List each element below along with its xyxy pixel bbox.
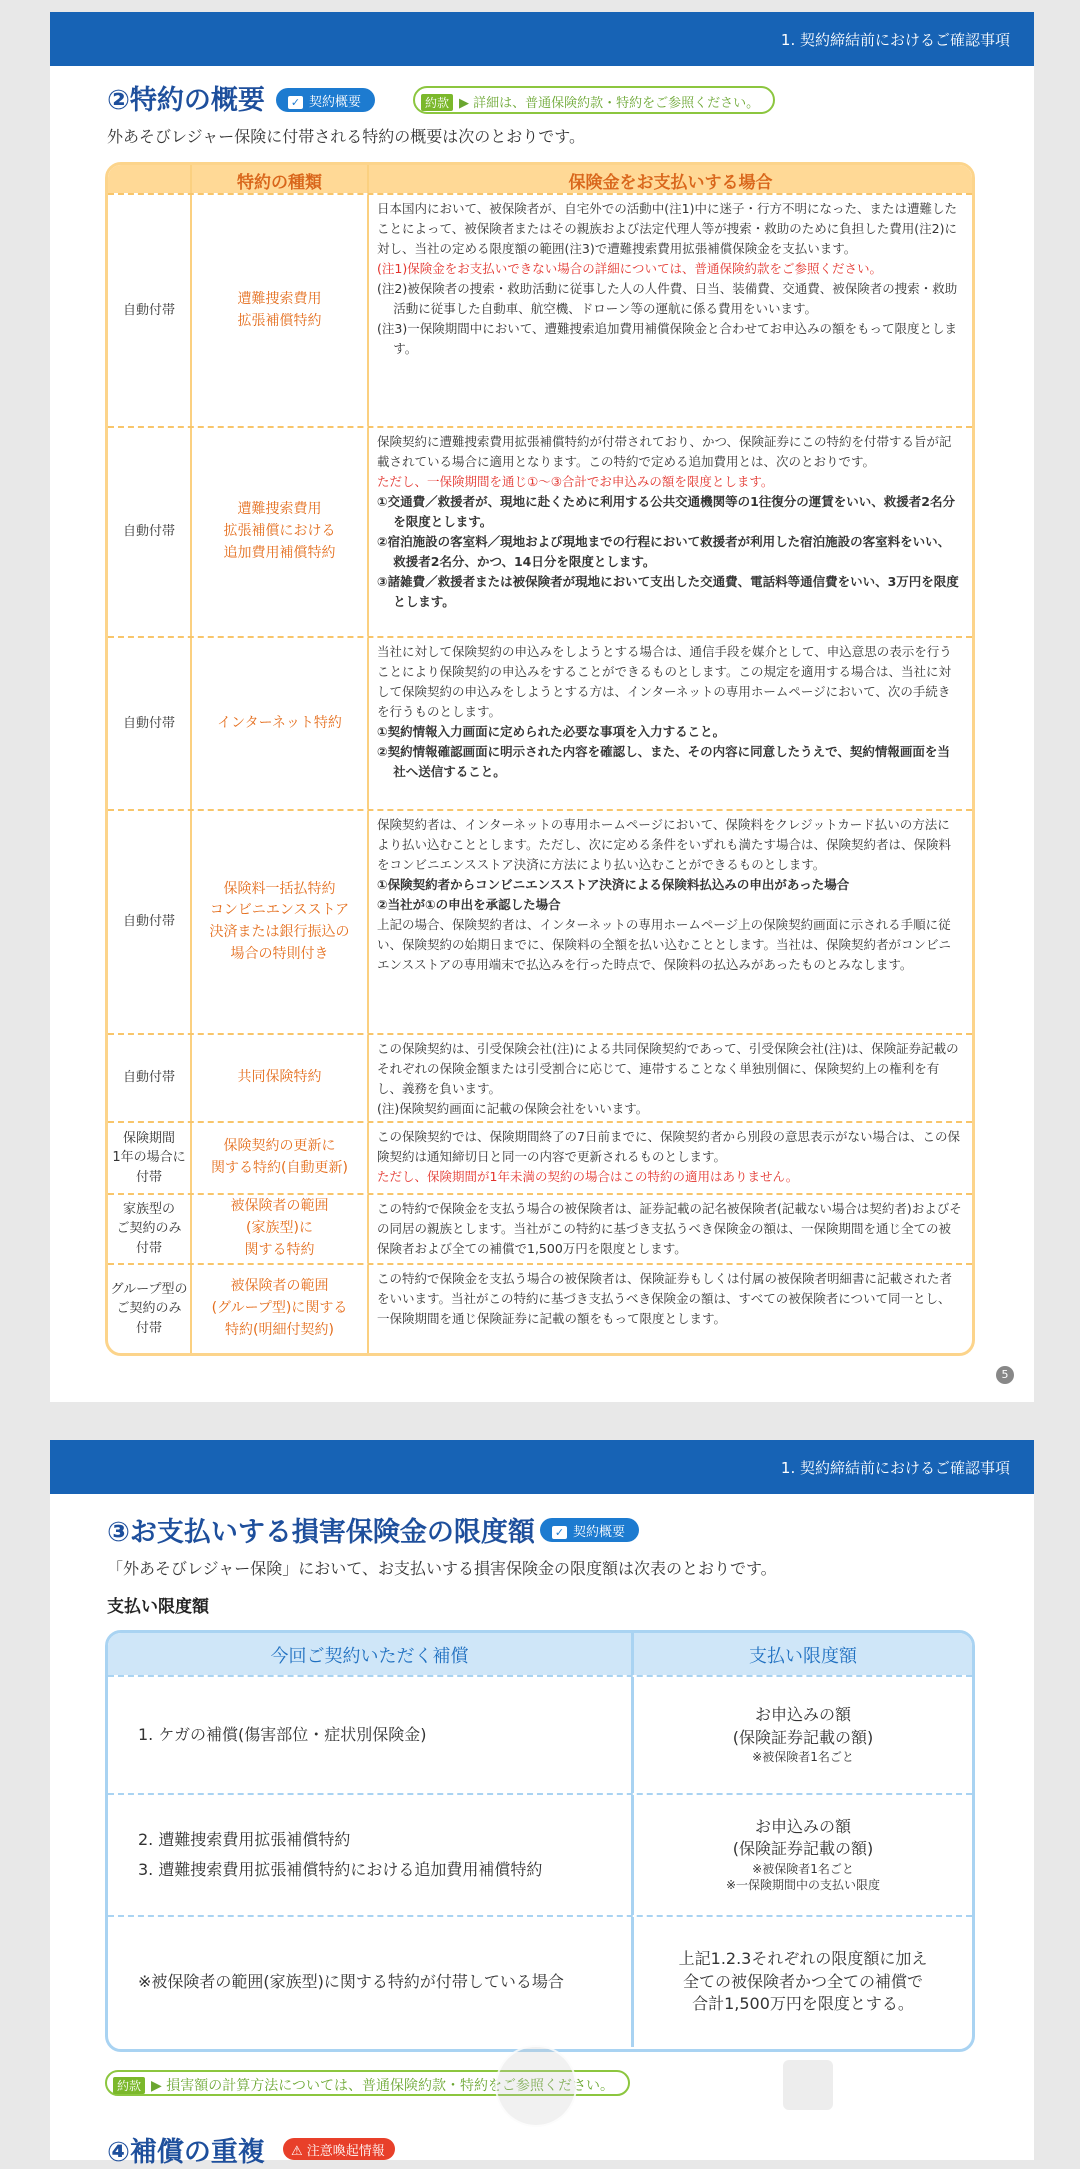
description-paragraph: 保険契約に遭難捜索費用拡張補償特約が付帯されており、かつ、保険証券にこの特約を付帯する旨が記載されている場合に適用となります。この特約で定める追加費用とは、次のとおりです。 — [377, 434, 952, 469]
table-row — [108, 1675, 972, 1793]
yakkan-reference-tag: 約款 ▶ 損害額の計算方法については、普通保険約款・特約をご参照ください。 — [105, 2070, 630, 2096]
contract-summary-tag: ✓ 契約概要 — [540, 1518, 639, 1542]
description-paragraph: ①保険契約者からコンビニエンスストア決済による保険料払込みの申出があった場合 — [377, 877, 850, 892]
section-intro: 外あそびレジャー保険に付帯される特約の概要は次のとおりです。 — [107, 127, 586, 146]
yakkan-badge: 約款 — [421, 94, 453, 111]
header-cell: 今回ご契約いただく補償 — [108, 1633, 634, 1675]
table-header — [108, 1633, 972, 1675]
coverage-cell — [108, 1917, 634, 2047]
table-row — [108, 1193, 972, 1263]
header-cell — [108, 165, 192, 193]
rider-description — [369, 1035, 972, 1121]
limit-note: ※一保険期間中の支払い限度 — [725, 1878, 881, 1893]
description-paragraph: ②契約情報確認画面に明示された内容を確認し、また、その内容に同意したうえで、契約情報画面を当社へ送信すること。 — [377, 744, 950, 779]
description-paragraph: 当社に対して保険契約の申込みをしようとする場合は、通信手段を媒介として、申込意思の表示を行うことにより保険契約の申込みをすることができるものとします。この規定を適用する場合は、当社に対して保険契約の申込みをしようとする方は、インターネットの専用ホームページにおいて、次の手続きを行うものとします。 — [377, 644, 952, 719]
description-paragraph: ①交通費／救援者が、現地に赴くために利用する公共交通機関等の1往復分の運賃をいい、救援者2名分を限度とします。 — [377, 494, 955, 529]
description-paragraph: ①契約情報入力画面に定められた必要な事項を入力すること。 — [377, 724, 726, 739]
coverage-item: 3. 遭難捜索費用拡張補償特約における追加費用補償特約 — [138, 1860, 543, 1879]
check-icon: ✓ — [288, 96, 303, 109]
rider-description — [369, 1195, 972, 1263]
description-paragraph: ただし、保険期間が1年未満の契約の場合はこの特約の適用はありません。 — [377, 1169, 799, 1184]
coverage-item: 2. 遭難捜索費用拡張補償特約 — [138, 1829, 351, 1849]
section-title: ③お支払いする損害保険金の限度額 — [107, 1517, 535, 1548]
description-paragraph: (注3)一保険期間中において、遭難捜索追加費用補償保険金と合わせてお申込みの額をもって限度とします。 — [377, 321, 957, 356]
rider-description — [369, 1265, 972, 1353]
table-header — [108, 165, 972, 193]
home-gesture-button[interactable] — [495, 2045, 577, 2127]
table-row — [108, 1263, 972, 1353]
check-icon: ✓ — [552, 1526, 567, 1539]
attach-condition: 自動付帯 — [108, 1035, 192, 1121]
attach-condition: 家族型の ご契約のみ 付帯 — [108, 1195, 192, 1263]
limit-text: お申込みの額 — [754, 1705, 851, 1725]
attach-condition: グループ型の ご契約のみ 付帯 — [108, 1265, 192, 1353]
limit-note: ※被保険者1名ごと — [752, 1861, 854, 1876]
rider-description — [369, 428, 972, 636]
description-paragraph: ③諸雑費／救援者または被保険者が現地において支出した交通費、電話料等通信費をいい、3万円を限度とします。 — [377, 574, 959, 609]
rider-summary-table — [105, 162, 975, 1356]
limit-text: 合計1,500万円を限度とする。 — [692, 1994, 914, 2014]
table-subtitle: 支払い限度額 — [107, 1597, 209, 1617]
rider-name: 共同保険特約 — [192, 1035, 369, 1121]
yakkan-reference-tag: 約款 ▶ 詳細は、普通保険約款・特約をご参照ください。 — [413, 86, 775, 114]
attach-condition: 保険期間 1年の場合に 付帯 — [108, 1123, 192, 1193]
description-paragraph: この保険契約は、引受保険会社(注)による共同保険契約であって、引受保険会社(注)は、保険証券記載のそれぞれの保険金額または引受割合に応じて、連帯することなく単独別個に、保険契約上の権利を有し、義務を負います。 — [377, 1041, 959, 1096]
yakkan-badge: 約款 — [113, 2077, 145, 2094]
rider-name: 保険契約の更新に 関する特約(自動更新) — [192, 1123, 369, 1193]
description-paragraph: ②宿泊施設の客室料／現地および現地までの行程において救援者が利用した宿泊施設の客室料をいい、救援者2名分、かつ、14日分を限度とします。 — [377, 534, 951, 569]
table-row — [108, 426, 972, 636]
rider-name: 遭難捜索費用 拡張補償特約 — [192, 195, 369, 426]
rider-description — [369, 811, 972, 1033]
description-paragraph: ②当社が①の申出を承認した場合 — [377, 897, 561, 912]
description-paragraph: (注)保険契約画面に記載の保険会社をいいます。 — [377, 1101, 649, 1116]
contract-summary-tag: ✓ 契約概要 — [276, 88, 375, 112]
table-row — [108, 1793, 972, 1915]
page-header-bar — [50, 1440, 1034, 1494]
description-paragraph: 日本国内において、被保険者が、自宅外での活動中(注1)中に迷子・行方不明になった、または遭難したことによって、被保険者またはその親族および法定代理人等が捜索・救助のために負担した費用(注2)に対し、当社の定める限度額の範囲(注3)で遭難捜索費用拡張補償保険金を支払います。 — [377, 201, 957, 256]
rider-name: 保険料一括払特約 コンビニエンスストア 決済または銀行振込の 場合の特則付き — [192, 811, 369, 1033]
limit-text: (保険証券記載の額) — [732, 1727, 874, 1747]
description-paragraph: この特約で保険金を支払う場合の被保険者は、証券記載の記名被保険者(記載ない場合は契約者)およびその同居の親族とします。当社がこの特約に基づき支払うべき保険金の額は、一保険期間を通じ全ての被保険者および全ての補償で1,500万円を限度とします。 — [377, 1201, 962, 1256]
table-row — [108, 809, 972, 1033]
rider-description — [369, 1123, 972, 1193]
limit-cell — [634, 1917, 972, 2047]
limit-cell — [634, 1795, 972, 1915]
limit-note: ※被保険者1名ごと — [752, 1749, 854, 1764]
limit-text: 全ての被保険者かつ全ての補償で — [682, 1971, 923, 1991]
table-row — [108, 636, 972, 809]
header-cell: 特約の種類 — [192, 165, 369, 193]
coverage-item: 1. ケガの補償(傷害部位・症状別保険金) — [138, 1724, 427, 1744]
section-intro: 「外あそびレジャー保険」において、お支払いする損害保険金の限度額は次表のとおりです。 — [107, 1559, 777, 1578]
page-header-bar — [50, 12, 1034, 66]
description-paragraph: この特約で保険金を支払う場合の被保険者は、保険証券もしくは付属の被保険者明細書に記載された者をいいます。当社がこの特約に基づき支払うべき保険金の額は、すべての被保険者について同一とし、一保険期間を通じ保険証券に記載の額をもって限度とします。 — [377, 1271, 953, 1326]
rider-name: 被保険者の範囲 (グループ型)に関する 特約(明細付契約) — [192, 1265, 369, 1353]
warning-icon: ⚠ — [291, 2144, 307, 2159]
attach-condition: 自動付帯 — [108, 811, 192, 1033]
table-row — [108, 1033, 972, 1121]
header-cell: 保険金をお支払いする場合 — [568, 173, 773, 193]
table-row — [108, 193, 972, 426]
rider-name: 被保険者の範囲 (家族型)に 関する特約 — [192, 1195, 369, 1263]
header-cell: 支払い限度額 — [749, 1646, 857, 1667]
section-title: ④補償の重複 — [107, 2137, 265, 2168]
attach-condition: 自動付帯 — [108, 195, 192, 426]
document-page-5 — [50, 12, 1034, 1402]
limit-text: お申込みの額 — [754, 1816, 851, 1836]
coverage-cell — [108, 1677, 634, 1793]
limit-text: (保険証券記載の額) — [732, 1839, 874, 1859]
attach-condition: 自動付帯 — [108, 638, 192, 809]
rider-name: インターネット特約 — [192, 638, 369, 809]
description-paragraph: (注1)保険金をお支払いできない場合の詳細については、普通保険約款をご参照ください。 — [377, 261, 882, 276]
description-paragraph: 保険契約者は、インターネットの専用ホームページにおいて、保険料をクレジットカード払いの方法により払い込むこととします。ただし、次に定める条件をいずれも満たす場合は、保険契約者は、保険料をコンビニエンスストア決済に方法により払い込むことができるものとします。 — [377, 817, 952, 872]
description-paragraph: ただし、一保険期間を通じ①～③合計でお申込みの額を限度とします。 — [377, 474, 774, 489]
section-title: ②特約の概要 — [107, 85, 265, 116]
rider-description — [369, 195, 972, 426]
limit-text: 上記1.2.3それぞれの限度額に加え — [678, 1949, 928, 1969]
table-row — [108, 1121, 972, 1193]
limit-cell — [634, 1677, 972, 1793]
header-label: 1. 契約締結前におけるご確認事項 — [780, 31, 1010, 49]
payment-limit-table — [105, 1630, 975, 2052]
description-paragraph: この保険契約では、保険期間終了の7日前までに、保険契約者から別段の意思表示がない場合は、この保険契約は通知締切日と同一の内容で更新されるものとします。 — [377, 1129, 960, 1164]
overlay-button[interactable] — [783, 2060, 833, 2110]
header-label: 1. 契約締結前におけるご確認事項 — [780, 1459, 1010, 1477]
coverage-item: ※被保険者の範囲(家族型)に関する特約が付帯している場合 — [138, 1971, 564, 1991]
page-number: 5 — [996, 1366, 1014, 1384]
rider-name: 遭難捜索費用 拡張補償における 追加費用補償特約 — [192, 428, 369, 636]
attach-condition: 自動付帯 — [108, 428, 192, 636]
table-row — [108, 1915, 972, 2047]
warning-badge: ⚠ 注意喚起情報 — [283, 2138, 395, 2160]
coverage-cell — [108, 1795, 634, 1915]
description-paragraph: 上記の場合、保険契約者は、インターネットの専用ホームページ上の保険契約画面に示される手順に従い、保険契約の始期日までに、保険料の全額を払い込むこととします。当社は、保険契約者がコンビニエンスストアの専用端末で払込みを行った時点で、保険料の払込みがあったものとみなします。 — [377, 917, 952, 972]
description-paragraph: (注2)被保険者の捜索・救助活動に従事した人の人件費、日当、装備費、交通費、被保険者の捜索・救助活動に従事した自動車、航空機、ドローン等の運航に係る費用をいいます。 — [377, 281, 958, 316]
rider-description — [369, 638, 972, 809]
